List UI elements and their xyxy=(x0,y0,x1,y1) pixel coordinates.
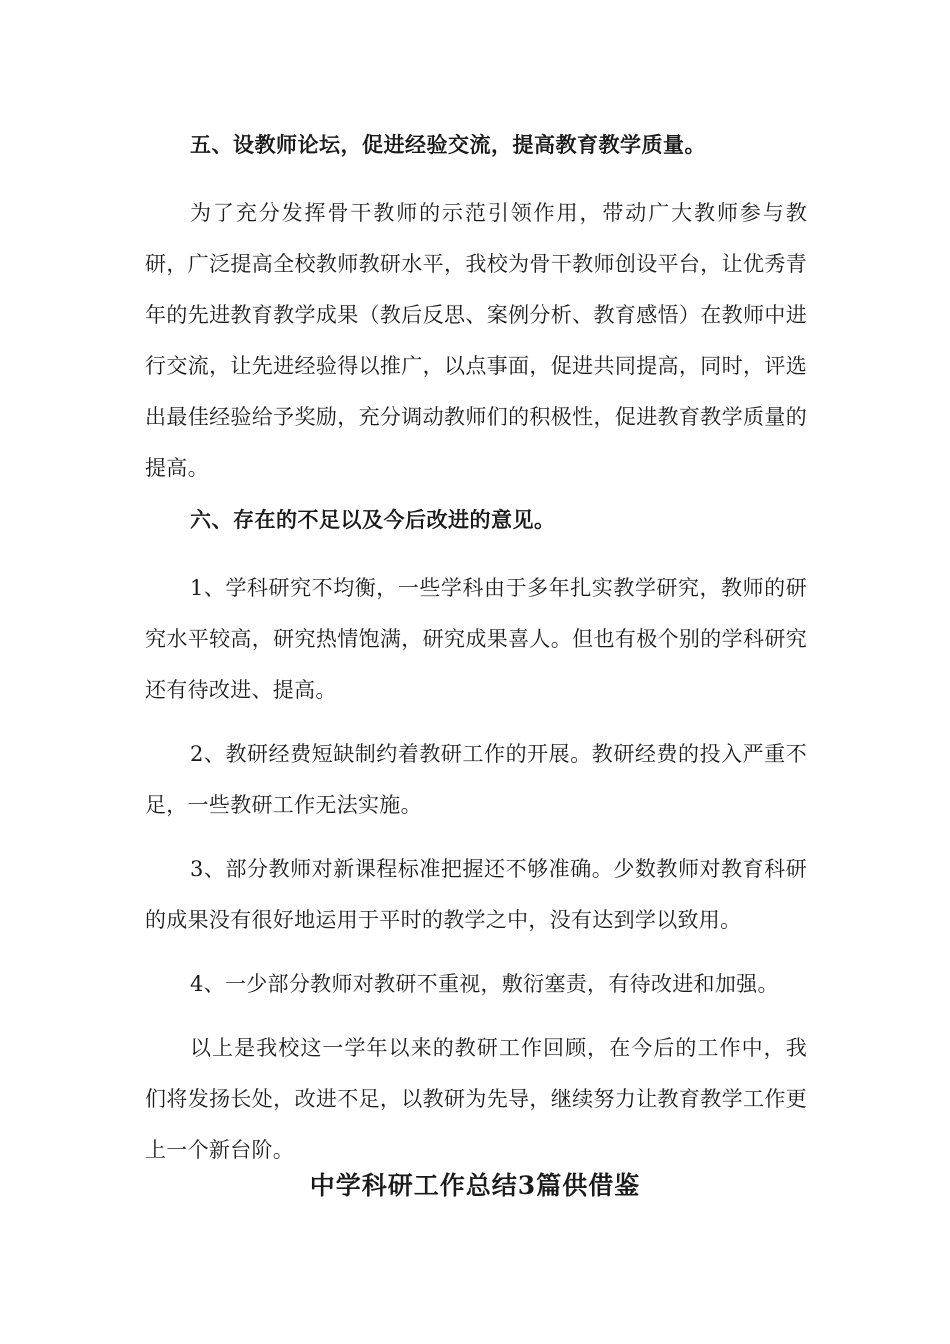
section-6-heading: 六、存在的不足以及今后改进的意见。 xyxy=(190,507,556,532)
shortcoming-item-4: 4、一少部分教师对教研不重视，敷衍塞责，有待改进和加强。 xyxy=(190,972,779,996)
shortcoming-item-2: 2、教研经费短缺制约着教研工作的开展。教研经费的投入严重不足，一些教研工作无法实施。 xyxy=(145,742,807,817)
section-5-heading: 五、设教师论坛，促进经验交流，提高教育教学质量。 xyxy=(190,132,706,157)
closing-paragraph: 以上是我校这一学年以来的教研工作回顾，在今后的工作中，我们将发扬长处，改进不足，以教研为先导，继续努力让教育教学工作更上一个新台阶。 xyxy=(145,1036,807,1162)
shortcoming-item-1: 1、学科研究不均衡，一些学科由于多年扎实教学研究，教师的研究水平较高，研究热情饱满，研究成果喜人。但也有极个别的学科研究还有待改进、提高。 xyxy=(145,576,807,702)
document-body xyxy=(145,130,807,1189)
shortcoming-item-3: 3、部分教师对新课程标准把握还不够准确。少数教师对教育科研的成果没有很好地运用于平时的教学之中，没有达到学以致用。 xyxy=(145,857,807,932)
next-document-title: 中学科研工作总结3篇供借鉴 xyxy=(309,1171,641,1200)
section-5-paragraph: 为了充分发挥骨干教师的示范引领作用，带动广大教师参与教研，广泛提高全校教师教研水平，我校为骨干教师创设平台，让优秀青年的先进教育教学成果（教后反思、案例分析、教育感悟）在教师中进行交流，让先进经验得以推广，以点事面，促进共同提高，同时，评选出最佳经验给予奖励，充分调动教师们的积极性，促进教育教学质量的提高。 xyxy=(145,201,807,480)
